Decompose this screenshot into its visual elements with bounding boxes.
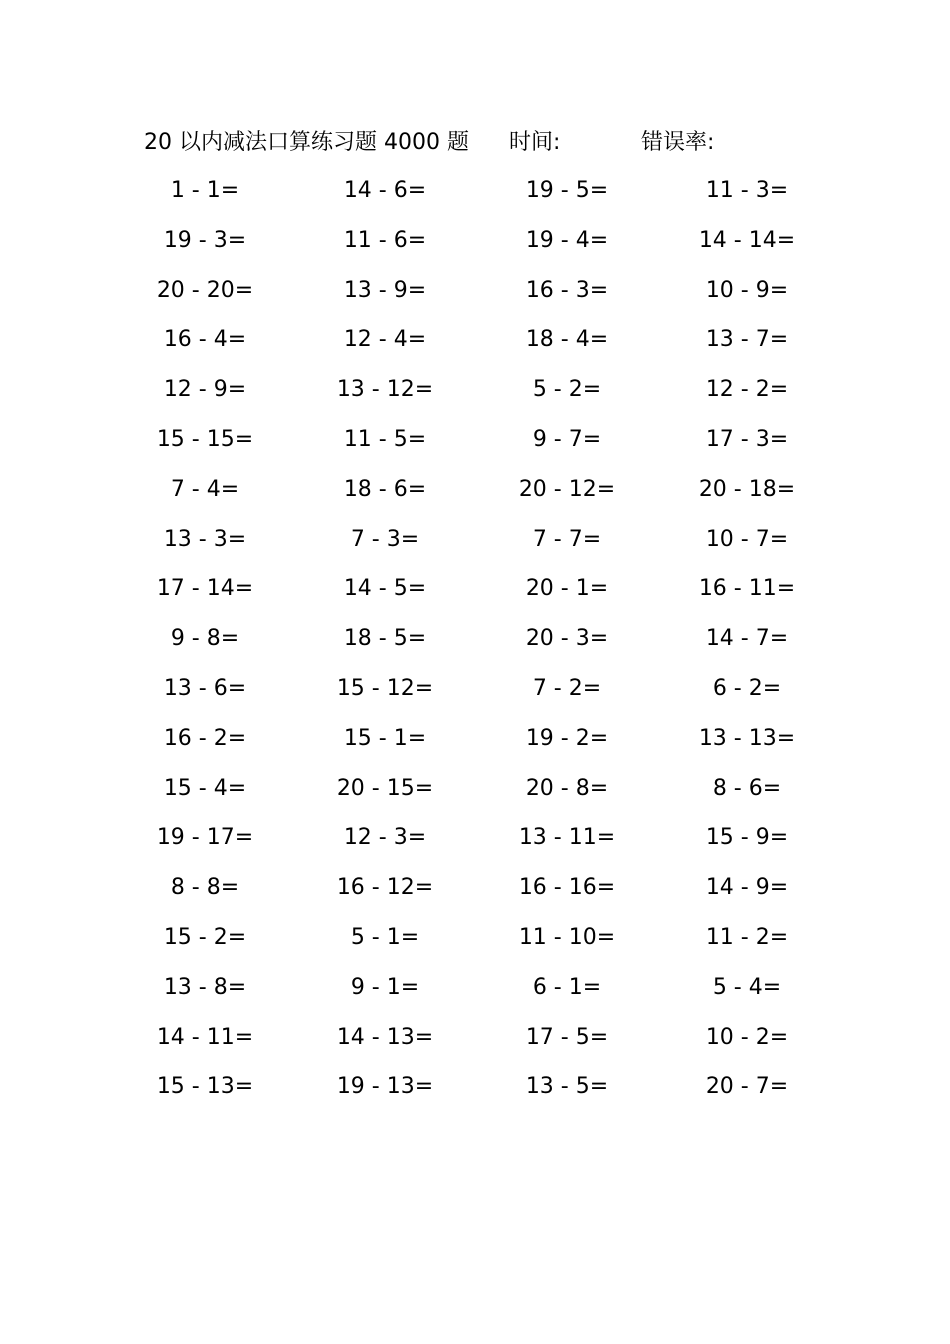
problem-row	[135, 972, 815, 1022]
problem-row	[135, 175, 815, 225]
problem-row	[135, 524, 815, 574]
problem-item: 14 - 14=	[698, 227, 796, 253]
problem-item: 20 - 8=	[525, 775, 609, 801]
problem-item: 17 - 3=	[705, 426, 789, 452]
problem-item: 16 - 3=	[525, 277, 609, 303]
problem-item: 20 - 15=	[336, 775, 434, 801]
worksheet-header	[144, 128, 844, 158]
problem-item: 19 - 4=	[525, 227, 609, 253]
problem-item: 15 - 1=	[343, 725, 427, 751]
problem-item: 13 - 12=	[336, 377, 434, 403]
problem-item: 16 - 12=	[336, 875, 434, 901]
problem-item: 16 - 2=	[163, 725, 247, 751]
problem-item: 11 - 2=	[705, 924, 789, 950]
problem-item: 7 - 3=	[350, 526, 420, 552]
problem-item: 15 - 15=	[156, 426, 254, 452]
problem-item: 6 - 1=	[532, 974, 602, 1000]
problem-row	[135, 474, 815, 524]
problem-item: 17 - 5=	[525, 1024, 609, 1050]
problem-item: 18 - 4=	[525, 327, 609, 353]
problem-item: 7 - 7=	[532, 526, 602, 552]
problem-row	[135, 374, 815, 424]
problem-item: 11 - 10=	[518, 924, 616, 950]
problem-item: 10 - 7=	[705, 526, 789, 552]
problem-item: 10 - 2=	[705, 1024, 789, 1050]
problem-item: 13 - 8=	[163, 974, 247, 1000]
problem-item: 12 - 2=	[705, 377, 789, 403]
problem-item: 13 - 7=	[705, 327, 789, 353]
problem-item: 6 - 2=	[712, 675, 782, 701]
problem-row	[135, 623, 815, 673]
problem-item: 14 - 13=	[336, 1024, 434, 1050]
problem-item: 13 - 5=	[525, 1074, 609, 1100]
problem-row	[135, 872, 815, 922]
problem-row	[135, 1071, 815, 1121]
problem-row	[135, 922, 815, 972]
problem-item: 19 - 3=	[163, 227, 247, 253]
error-rate-label: 错误率:	[641, 130, 715, 155]
problem-item: 8 - 6=	[712, 775, 782, 801]
problem-item: 17 - 14=	[156, 576, 254, 602]
problem-item: 10 - 9=	[705, 277, 789, 303]
problem-item: 13 - 6=	[163, 675, 247, 701]
problem-item: 20 - 7=	[705, 1074, 789, 1100]
problem-item: 9 - 8=	[170, 626, 240, 652]
problem-row	[135, 822, 815, 872]
problem-row	[135, 573, 815, 623]
worksheet-title: 20 以内减法口算练习题 4000 题	[144, 130, 469, 155]
problem-row	[135, 225, 815, 275]
problem-item: 20 - 1=	[525, 576, 609, 602]
problem-item: 14 - 9=	[705, 875, 789, 901]
problem-item: 18 - 6=	[343, 476, 427, 502]
problem-row	[135, 723, 815, 773]
problem-item: 11 - 5=	[343, 426, 427, 452]
problem-item: 16 - 11=	[698, 576, 796, 602]
problem-item: 11 - 3=	[705, 178, 789, 203]
problem-item: 5 - 1=	[350, 924, 420, 950]
problem-item: 20 - 3=	[525, 626, 609, 652]
problem-item: 16 - 16=	[518, 875, 616, 901]
problem-item: 15 - 13=	[156, 1074, 254, 1100]
problem-item: 14 - 6=	[343, 178, 427, 203]
time-label: 时间:	[509, 130, 561, 155]
problem-item: 16 - 4=	[163, 327, 247, 353]
problem-item: 5 - 2=	[532, 377, 602, 403]
problem-item: 19 - 13=	[336, 1074, 434, 1100]
problem-row	[135, 773, 815, 823]
problem-item: 15 - 2=	[163, 924, 247, 950]
problem-row	[135, 424, 815, 474]
problem-item: 15 - 12=	[336, 675, 434, 701]
problem-item: 14 - 7=	[705, 626, 789, 652]
problem-item: 15 - 4=	[163, 775, 247, 801]
problem-item: 7 - 4=	[170, 476, 240, 502]
problem-item: 12 - 3=	[343, 825, 427, 851]
problem-item: 14 - 11=	[156, 1024, 254, 1050]
problem-item: 18 - 5=	[343, 626, 427, 652]
problem-item: 13 - 11=	[518, 825, 616, 851]
problem-grid	[135, 175, 815, 1121]
problem-item: 1 - 1=	[170, 178, 240, 203]
problem-item: 19 - 17=	[156, 825, 254, 851]
problem-row	[135, 275, 815, 325]
problem-item: 9 - 1=	[350, 974, 420, 1000]
problem-item: 20 - 12=	[518, 476, 616, 502]
problem-item: 13 - 3=	[163, 526, 247, 552]
problem-item: 20 - 18=	[698, 476, 796, 502]
problem-row	[135, 1022, 815, 1072]
problem-item: 5 - 4=	[712, 974, 782, 1000]
problem-item: 11 - 6=	[343, 227, 427, 253]
problem-item: 20 - 20=	[156, 277, 254, 303]
problem-item: 13 - 13=	[698, 725, 796, 751]
problem-item: 19 - 2=	[525, 725, 609, 751]
problem-item: 12 - 9=	[163, 377, 247, 403]
problem-item: 9 - 7=	[532, 426, 602, 452]
problem-row	[135, 324, 815, 374]
problem-item: 12 - 4=	[343, 327, 427, 353]
problem-item: 14 - 5=	[343, 576, 427, 602]
problem-row	[135, 673, 815, 723]
problem-item: 13 - 9=	[343, 277, 427, 303]
problem-item: 19 - 5=	[525, 178, 609, 203]
problem-item: 7 - 2=	[532, 675, 602, 701]
problem-item: 15 - 9=	[705, 825, 789, 851]
problem-item: 8 - 8=	[170, 875, 240, 901]
